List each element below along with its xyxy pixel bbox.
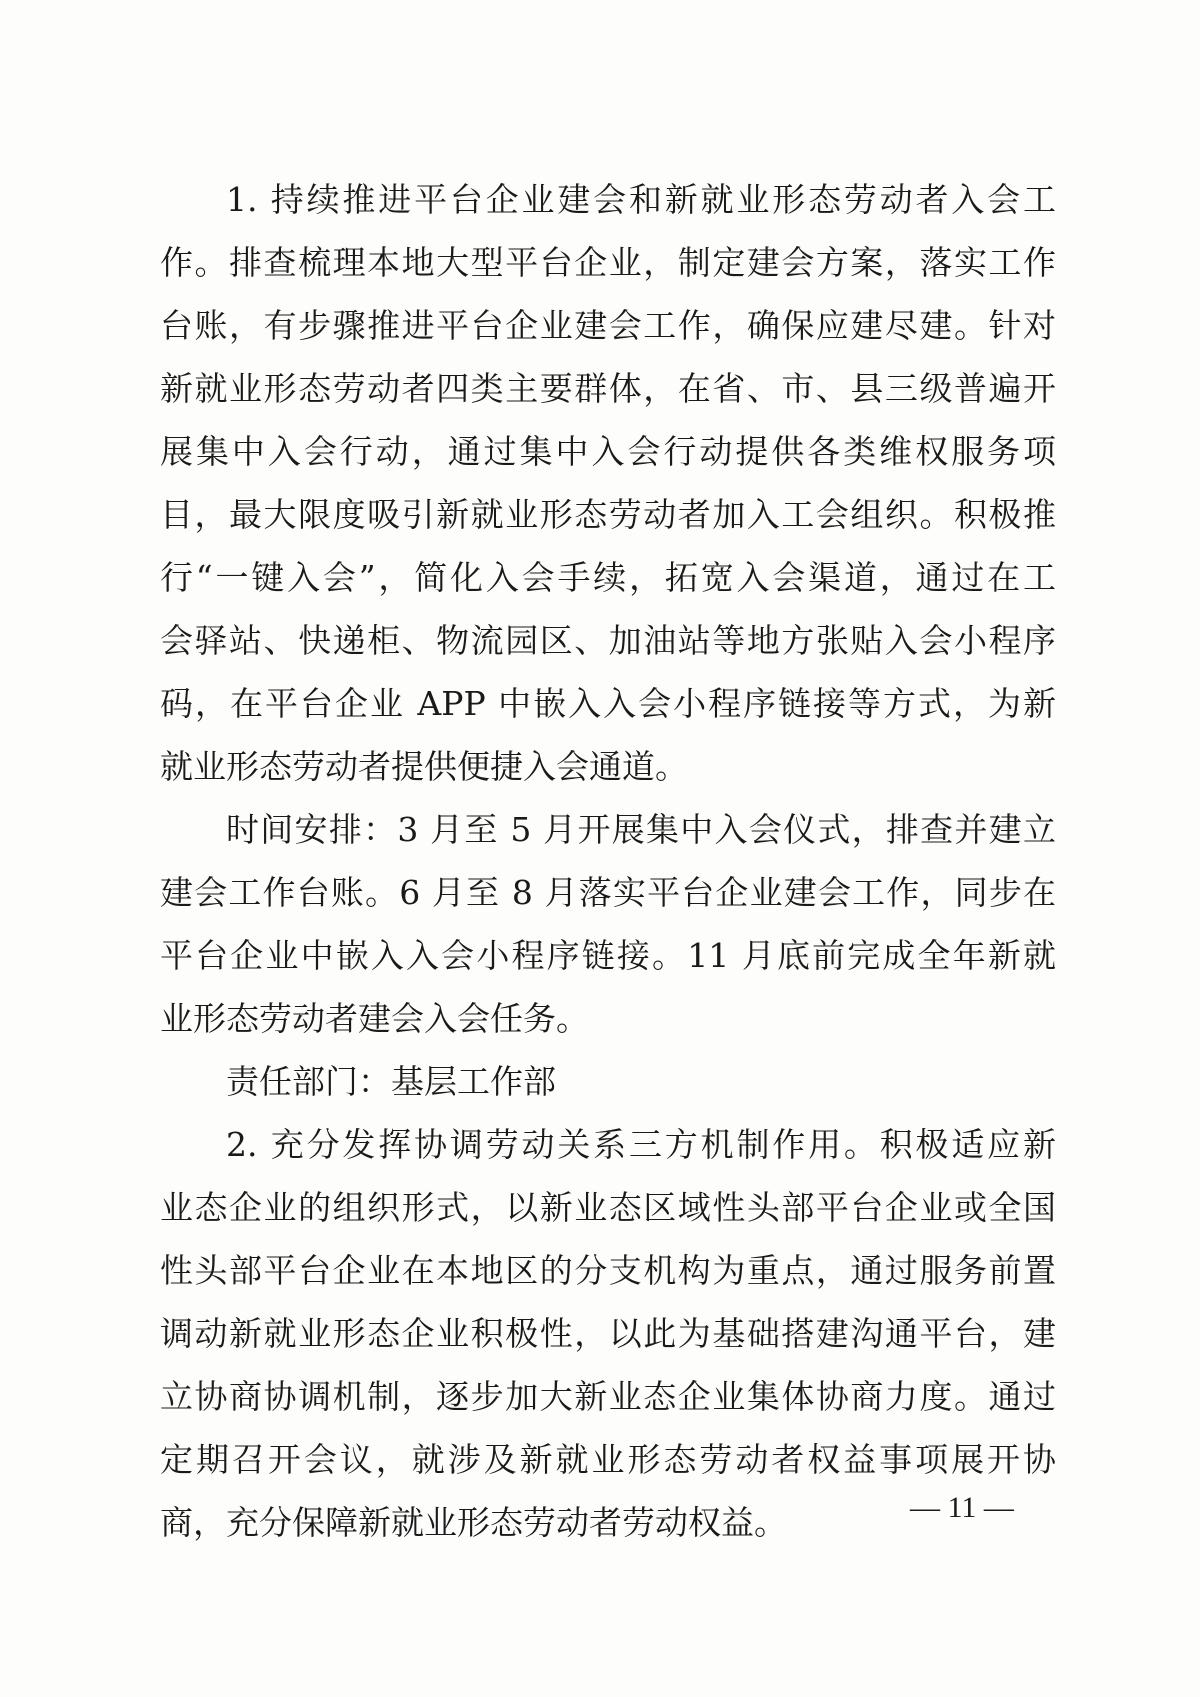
text-line: 商，充分保障新就业形态劳动者劳动权益。 <box>160 1503 787 1542</box>
text-line: 新就业形态劳动者四类主要群体，在省、市、县三级普遍开 <box>160 369 1056 408</box>
text-line: 平台企业中嵌入入会小程序链接。11 月底前完成全年新就 <box>160 936 1056 975</box>
text-line: 展集中入会行动，通过集中入会行动提供各类维权服务项 <box>160 432 1056 471</box>
text-line: 2. 充分发挥协调劳动关系三方机制作用。积极适应新 <box>226 1125 1056 1164</box>
text-line: 立协商协调机制，逐步加大新业态企业集体协商力度。通过 <box>160 1377 1056 1416</box>
text-line: 就业形态劳动者提供便捷入会通道。 <box>160 747 688 786</box>
text-line: 作。排查梳理本地大型平台企业，制定建会方案，落实工作 <box>160 243 1056 282</box>
text-line: 调动新就业形态企业积极性，以此为基础搭建沟通平台，建 <box>160 1314 1056 1353</box>
paragraph-responsible-department <box>160 1050 1056 1113</box>
page-number: — 11 — <box>910 1491 1014 1524</box>
text-line: 台账，有步骤推进平台企业建会工作，确保应建尽建。针对 <box>160 306 1056 345</box>
text-line: 码，在平台企业 APP 中嵌入入会小程序链接等方式，为新 <box>160 684 1056 723</box>
text-line: 行“一键入会”，简化入会手续，拓宽入会渠道，通过在工 <box>160 558 1056 597</box>
text-line: 定期召开会议，就涉及新就业形态劳动者权益事项展开协 <box>160 1440 1056 1479</box>
text-line: 目，最大限度吸引新就业形态劳动者加入工会组织。积极推 <box>160 495 1056 534</box>
text-line: 时间安排：3 月至 5 月开展集中入会仪式，排查并建立 <box>226 810 1056 849</box>
text-line: 性头部平台企业在本地区的分支机构为重点，通过服务前置 <box>160 1251 1056 1290</box>
text-line: 业态企业的组织形式，以新业态区域性头部平台企业或全国 <box>160 1188 1056 1227</box>
text-line: 1. 持续推进平台企业建会和新就业形态劳动者入会工 <box>226 180 1056 219</box>
text-line: 业形态劳动者建会入会任务。 <box>160 999 589 1038</box>
paragraph-item-1 <box>160 168 1056 798</box>
text-line: 会驿站、快递柜、物流园区、加油站等地方张贴入会小程序 <box>160 621 1056 660</box>
text-line: 建会工作台账。6 月至 8 月落实平台企业建会工作，同步在 <box>160 873 1056 912</box>
text-line: 责任部门：基层工作部 <box>226 1062 556 1101</box>
paragraph-schedule <box>160 798 1056 1050</box>
document-body <box>160 168 1056 1554</box>
